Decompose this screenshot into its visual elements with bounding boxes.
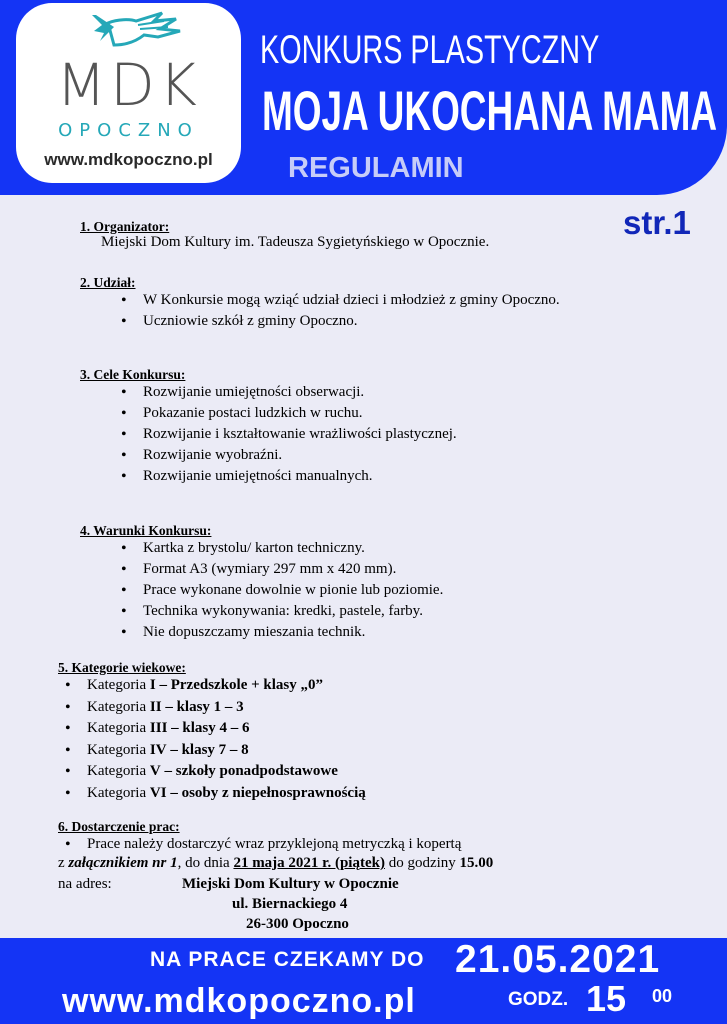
regulations-title: REGULAMIN: [288, 152, 464, 184]
address-line-3: 26-300 Opoczno: [246, 916, 349, 932]
section-5-heading: 5. Kategorie wiekowe:: [58, 660, 186, 675]
category-item: [63, 697, 366, 719]
list-item: • Nie dopuszczamy mieszania technik.: [119, 622, 443, 643]
category-prefix: Kategoria: [87, 720, 147, 736]
category-item: [63, 718, 366, 740]
section-4-heading: 4. Warunki Konkursu:: [80, 523, 212, 538]
address-line-2: ul. Biernackiego 4: [232, 896, 348, 912]
category-prefix: Kategoria: [87, 677, 147, 693]
attachment-ref: załącznikiem nr 1: [68, 855, 178, 871]
address-line-1: Miejski Dom Kultury w Opocznie: [182, 876, 399, 892]
category-desc: – klasy 4 – 6: [171, 720, 250, 736]
page-number: str.1: [623, 204, 691, 241]
category-desc: – osoby z niepełnosprawnością: [170, 784, 366, 801]
list-item: • Prace wykonane dowolnie w pionie lub poziomie.: [119, 580, 443, 601]
contest-type-title: KONKURS PLASTYCZNY: [260, 28, 600, 72]
category-desc: – klasy 1 – 3: [165, 698, 244, 715]
list-item: • Uczniowie szkół z gminy Opoczno.: [119, 311, 607, 332]
footer-banner: [0, 938, 727, 1024]
delivery-list: [63, 834, 461, 856]
list-item: • Format A3 (wymiary 297 mm x 420 mm).: [119, 559, 443, 580]
category-prefix: Kategoria: [87, 763, 147, 779]
contest-name-title: MOJA UKOCHANA MAMA: [262, 79, 718, 142]
logo-city: OPOCZNO: [58, 120, 199, 141]
category-prefix: Kategoria: [87, 741, 147, 758]
category-item: [63, 761, 366, 783]
list-item: • Rozwijanie umiejętności manualnych.: [119, 466, 457, 487]
category-prefix: Kategoria: [87, 698, 147, 715]
section-6-heading: 6. Dostarczenie prac:: [58, 819, 180, 834]
section-2-heading: 2. Udział:: [80, 275, 136, 290]
category-desc: – klasy 7 – 8: [170, 741, 249, 758]
category-prefix: Kategoria: [87, 784, 147, 801]
list-item: • Rozwijanie i kształtowanie wrażliwości plastycznej.: [119, 424, 457, 445]
list-item: • Pokazanie postaci ludzkich w ruchu.: [119, 403, 457, 424]
section-1-heading: 1. Organizator:: [80, 219, 170, 234]
logo-text: MDK: [56, 51, 201, 119]
list-item: • Kartka z brystolu/ karton techniczny.: [119, 538, 443, 559]
footer-slogan: NA PRACE CZEKAMY DO: [150, 948, 425, 971]
address-label: na adres:: [58, 876, 112, 892]
deadline-hour: 15.00: [459, 855, 494, 871]
category-desc: – szkoły ponadpodstawowe: [164, 763, 338, 779]
text-fragment: , do dnia: [177, 855, 234, 871]
category-roman: VI: [149, 784, 167, 801]
mdk-logo: [16, 3, 241, 183]
category-roman: II: [149, 698, 162, 715]
organizer-text: Miejski Dom Kultury im. Tadeusza Sygietyńskiego w Opocznie.: [101, 234, 490, 250]
category-item: [63, 740, 366, 762]
list-item: • Technika wykonywania: kredki, pastele, farby.: [119, 601, 443, 622]
conditions-list: [119, 538, 443, 643]
list-item: • W Konkursie mogą wziąć udział dzieci i młodzież z gminy Opoczno.: [119, 290, 607, 311]
text-fragment: z: [58, 855, 69, 871]
footer-hour: 15: [586, 978, 627, 1019]
footer-minutes: 00: [652, 986, 673, 1006]
category-roman: III: [149, 720, 168, 736]
deadline-date: 21 maja 2021 r. (piątek): [233, 855, 385, 871]
list-item: • Rozwijanie umiejętności obserwacji.: [119, 382, 457, 403]
section-3-heading: 3. Cele Konkursu:: [80, 367, 186, 382]
header-website-link[interactable]: www.mdkopoczno.pl: [44, 150, 213, 169]
category-roman: V: [149, 763, 161, 779]
category-item: [63, 783, 366, 805]
category-roman: I: [149, 677, 156, 693]
delivery-deadline-line: [58, 855, 493, 872]
pegasus-icon: [74, 9, 184, 53]
header-banner: [0, 0, 727, 195]
participation-list: [119, 290, 607, 332]
category-roman: IV: [149, 741, 167, 758]
delivery-text: • Prace należy dostarczyć wraz przyklejoną metryczką i kopertą: [63, 834, 461, 856]
goals-list: [119, 382, 457, 487]
list-item: • Rozwijanie wyobraźni.: [119, 445, 457, 466]
category-desc: – Przedszkole + klasy „0”: [159, 677, 324, 693]
footer-hour-label: GODZ.: [508, 989, 569, 1010]
age-categories-list: [63, 675, 366, 804]
category-item: [63, 675, 366, 697]
footer-website-link[interactable]: www.mdkopoczno.pl: [62, 982, 416, 1020]
footer-deadline-date: 21.05.2021: [455, 938, 661, 981]
text-fragment: do godziny: [384, 855, 460, 871]
